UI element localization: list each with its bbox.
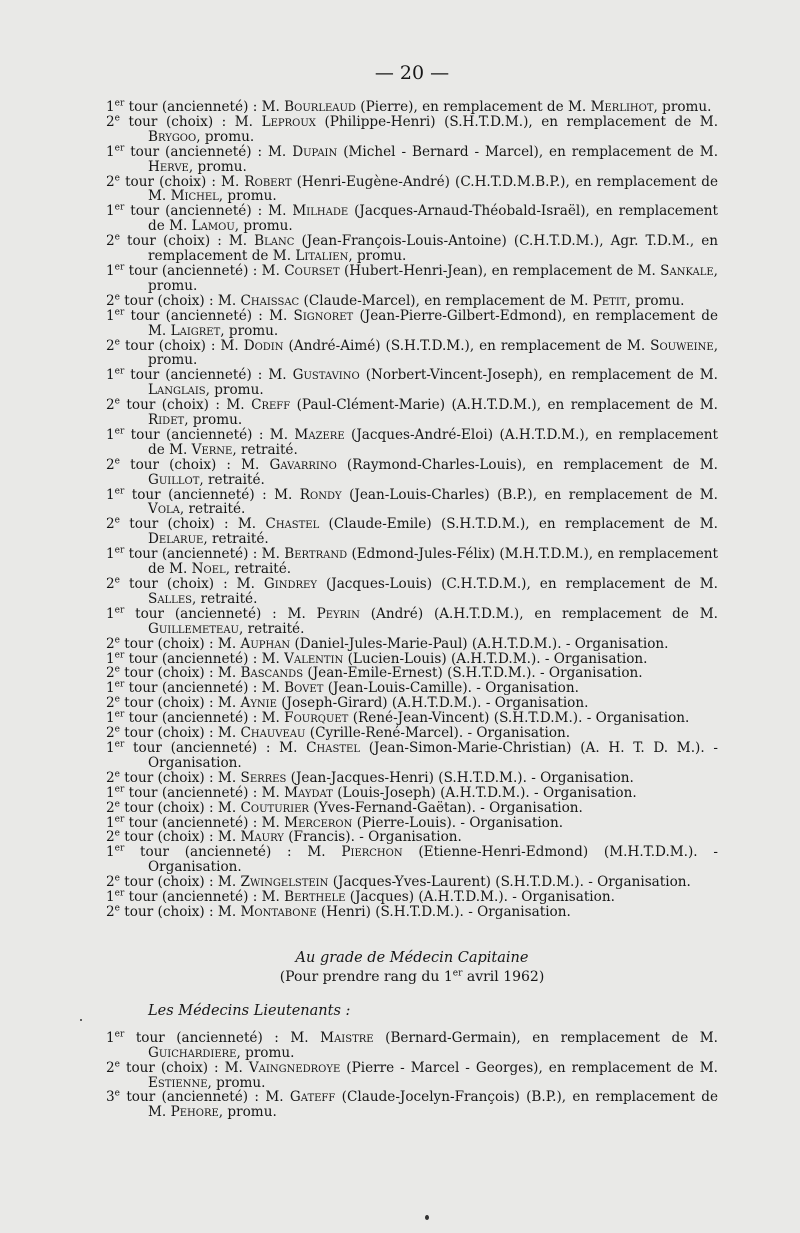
entry-status: , promu.	[205, 382, 264, 399]
entry-status: , promu.	[348, 248, 407, 265]
entry-name: Serres	[240, 769, 287, 786]
entry-tour: 1er tour (ancienneté) : M.	[106, 202, 287, 220]
list-item	[106, 577, 718, 607]
entry-tour: 1er tour (ancienneté) : M.	[106, 426, 289, 443]
entry-details: (Paul-Clément-Marie) (A.H.T.D.M.), en remplacement de M.	[296, 397, 718, 414]
list-item	[106, 294, 718, 309]
entry-name: Vaingnedroye	[248, 1059, 341, 1076]
entry-details: (Yves-Fernand-Gaëtan). - Organisation.	[313, 799, 583, 816]
entry-tour: 3e tour (ancienneté) : M.	[106, 1088, 284, 1106]
entry-name: Gindrey	[263, 576, 317, 592]
entry-status: , retraité.	[225, 561, 292, 578]
entry-replaced-name: Sankale	[660, 262, 714, 279]
list-item	[106, 681, 718, 696]
entry-tour: 1er tour (ancienneté) : M.	[106, 605, 306, 622]
entry-name: Bertrand	[284, 546, 348, 563]
list-item	[106, 786, 718, 801]
entry-details: (Claude-Marcel), en remplacement de M.	[303, 292, 589, 309]
list-item	[106, 801, 718, 816]
entry-details: (Etienne-Henri-Edmond) (M.H.T.D.M.). - Organisation.	[148, 844, 718, 876]
entry-replaced-name: Noel	[191, 561, 226, 578]
entry-details: (Jean-François-Louis-Antoine) (C.H.T.D.M.), Agr. T.D.M., en remplacement de M.	[148, 233, 719, 265]
entry-replaced-name: Vola	[148, 501, 180, 518]
entry-details: (Jacques-André-Eloi) (A.H.T.D.M.), en remplacement de M.	[148, 426, 718, 458]
entry-tour: 2e tour (choix) : M.	[106, 664, 237, 682]
section-subtitle: (Pour prendre rang du 1er avril 1962)	[279, 968, 545, 985]
list-item	[106, 845, 718, 875]
entry-replaced-name: Guillemeteau	[148, 620, 239, 637]
entry-details: (Pierre-Louis). - Organisation.	[356, 814, 564, 831]
entry-replaced-name: Merlihot	[590, 99, 654, 115]
entry-details: (Jean-Emile-Ernest) (S.H.T.D.M.). - Organisation.	[307, 665, 643, 682]
entry-details: (Claude-Emile) (S.H.T.D.M.), en remplacement de M.	[328, 516, 718, 533]
entry-name: Bourleaud	[284, 99, 356, 115]
entry-replaced-name: Delarue	[148, 531, 204, 548]
list-item	[106, 458, 718, 488]
entry-replaced-name: Salles	[148, 590, 192, 607]
entry-tour: 2e tour (choix) : M.	[106, 575, 255, 592]
entry-replaced-name: Souweine	[650, 337, 714, 354]
entry-tour: 1er tour (ancienneté) : M.	[106, 843, 326, 861]
entry-name: Chaissac	[240, 292, 300, 309]
list-item	[106, 309, 718, 339]
entry-status: , retraité.	[191, 590, 258, 607]
entry-tour: 2e tour (choix) : M.	[106, 336, 239, 354]
entry-details: (René-Jean-Vincent) (S.H.T.D.M.). - Organisation.	[352, 710, 690, 727]
entry-tour: 2e tour (choix) : M.	[106, 1059, 243, 1076]
entry-name: Berthele	[284, 889, 346, 906]
entry-tour: 1er tour (ancienneté) : M.	[106, 888, 280, 906]
entry-status: , retraité.	[232, 441, 298, 458]
entry-name: Peyrin	[316, 605, 360, 622]
list-item	[106, 204, 718, 234]
entry-replaced-name: Estienne	[148, 1074, 208, 1091]
entry-details: (Jean-Simon-Marie-Christian) (A. H. T. D. M.). - Organisation.	[148, 739, 718, 771]
entry-name: Signoret	[293, 307, 354, 324]
entry-replaced-name: Ridet	[148, 412, 185, 429]
entry-status: , retraité.	[238, 620, 305, 637]
list-item	[106, 145, 718, 175]
entry-name: Valentin	[284, 650, 344, 667]
entry-replaced-name: Brygoo	[148, 128, 197, 145]
list-item	[106, 696, 718, 711]
list-item	[106, 488, 718, 518]
entry-name: Chastel	[265, 516, 320, 533]
entry-replaced-name: Michel	[170, 188, 219, 205]
sub-heading: Les Médecins Lieutenants :	[148, 1002, 351, 1019]
entry-replaced-name: Guichardiere	[148, 1044, 237, 1061]
entry-tour: 2e tour (choix) : M.	[106, 396, 245, 414]
entry-tour: 2e tour (choix) : M.	[106, 232, 248, 250]
promotion-list-lieutenants	[106, 1031, 718, 1120]
entry-tour: 1er tour (ancienneté) : M.	[106, 143, 287, 160]
list-item	[106, 637, 718, 652]
list-item	[106, 890, 718, 905]
entry-tour: 2e tour (choix) : M.	[106, 694, 237, 712]
entry-name: Chauveau	[240, 725, 306, 742]
entry-name: Dodin	[243, 337, 284, 354]
entry-replaced-name: Verne	[191, 441, 233, 458]
entry-details: (Jacques-Arnaud-Théobald-Israël), en remplacement de M.	[148, 203, 718, 235]
entry-tour: 2e tour (choix) : M.	[106, 873, 237, 891]
entry-tour: 1er tour (ancienneté) : M.	[106, 1029, 309, 1046]
entry-details: (Joseph-Girard) (A.H.T.D.M.). - Organisation.	[281, 695, 589, 712]
print-speck	[80, 1019, 82, 1021]
entry-status: , promu.	[207, 1074, 266, 1091]
entry-details: (Jean-Louis-Charles) (B.P.), en remplacement de M.	[349, 486, 718, 503]
entry-status: , promu.	[220, 322, 279, 339]
list-item	[106, 398, 718, 428]
entry-status: , retraité.	[179, 501, 246, 518]
list-item	[106, 336, 719, 369]
entry-name: Pierchon	[341, 844, 403, 861]
entry-tour: 1er tour (ancienneté) : M.	[106, 709, 280, 727]
entry-details: (Jean-Louis-Camille). - Organisation.	[327, 680, 579, 697]
entry-details: (Hubert-Henri-Jean), en remplacement de M.	[343, 262, 656, 279]
entry-details: (André) (A.H.T.D.M.), en remplacement de M.	[370, 605, 718, 622]
entry-name: Gustavino	[292, 367, 360, 384]
entry-tour: 1er tour (ancienneté) : M.	[106, 98, 280, 115]
entry-name: Rondy	[299, 486, 342, 503]
entry-tour: 2e tour (choix) : M.	[106, 635, 237, 652]
page-number: — 20 —	[374, 62, 450, 84]
entry-tour: 1er tour (ancienneté) : M.	[106, 784, 280, 801]
list-item	[106, 517, 718, 547]
entry-details: (Edmond-Jules-Félix) (M.H.T.D.M.), en remplacement de M.	[148, 546, 718, 578]
entry-status: , retraité.	[203, 531, 269, 548]
entry-replaced-name: Laigret	[170, 322, 221, 339]
entry-status: , promu.	[218, 1104, 277, 1121]
entry-details: (Louis-Joseph) (A.H.T.D.M.). - Organisation.	[337, 784, 637, 801]
entry-name: Robert	[244, 173, 292, 190]
entry-details: (Henri-Eugène-André) (C.H.T.D.M.B.P.), en remplacement de M.	[148, 173, 719, 205]
entry-replaced-name: Guillot	[148, 471, 200, 488]
print-speck	[425, 1215, 429, 1220]
entry-tour: 2e tour (choix) : M.	[106, 113, 254, 130]
list-item	[106, 428, 718, 458]
entry-name: Blanc	[254, 233, 295, 250]
list-item	[106, 711, 718, 726]
entry-tour: 2e tour (choix) : M.	[106, 903, 237, 920]
entry-details: (Raymond-Charles-Louis), en remplacement de M.	[346, 456, 718, 473]
entry-details: (Jean-Jacques-Henri) (S.H.T.D.M.). - Organisation.	[290, 769, 634, 786]
promotion-list	[106, 100, 718, 920]
entry-details: (Lucien-Louis) (A.H.T.D.M.). - Organisation.	[347, 650, 648, 667]
entry-name: Bovet	[284, 680, 324, 697]
entry-name: Gavarrino	[269, 456, 337, 473]
entry-name: Gateff	[289, 1089, 336, 1106]
entry-replaced-name: Pehore	[170, 1104, 219, 1121]
entry-name: Montabone	[240, 903, 317, 920]
section-title: Au grade de Médecin Capitaine	[295, 949, 529, 966]
entry-name: Maydat	[284, 784, 333, 801]
list-item	[106, 905, 718, 920]
entry-status: , promu.	[236, 1044, 295, 1061]
entry-status: , promu.	[148, 262, 718, 294]
entry-replaced-name: Petit	[592, 292, 627, 309]
entry-tour: 1er tour (ancienneté) : M.	[106, 486, 293, 503]
entry-tour: 2e tour (choix) : M.	[106, 292, 237, 309]
list-item	[106, 115, 718, 145]
list-item	[106, 264, 718, 294]
entry-details: (Jacques) (A.H.T.D.M.). - Organisation.	[349, 889, 615, 906]
entry-details: (Bernard-Germain), en remplacement de M.	[385, 1029, 719, 1046]
entry-status: , promu.	[234, 218, 293, 235]
entry-details: (Norbert-Vincent-Joseph), en remplacement de M.	[365, 367, 719, 384]
entry-name: Mazere	[294, 426, 345, 443]
entry-name: Chastel	[306, 739, 360, 756]
list-item	[106, 175, 718, 205]
entry-tour: 2e tour (choix) : M.	[106, 724, 237, 742]
entry-status: , promu.	[653, 99, 712, 115]
entry-tour: 2e tour (choix) : M.	[106, 769, 237, 786]
entry-name: Courset	[284, 262, 340, 279]
entry-tour: 2e tour (choix) : M.	[106, 456, 260, 473]
entry-tour: 1er tour (ancienneté) : M.	[106, 813, 280, 831]
entry-status: , promu.	[188, 158, 247, 175]
entry-status: , promu.	[218, 188, 277, 205]
entry-tour: 2e tour (choix) : M.	[106, 799, 237, 816]
entry-name: Milhade	[292, 203, 349, 220]
list-item	[106, 1061, 718, 1091]
entry-details: (Pierre - Marcel - Georges), en remplacement de M.	[346, 1059, 718, 1076]
entry-details: (Francis). - Organisation.	[288, 829, 462, 846]
list-item	[106, 607, 718, 637]
entry-name: Maury	[240, 829, 284, 846]
list-item	[106, 100, 718, 115]
list-item	[106, 368, 718, 398]
entry-status: , promu.	[148, 337, 719, 369]
entry-status: , promu.	[626, 292, 685, 309]
entry-replaced-name: Litalien	[295, 248, 349, 265]
entry-tour: 2e tour (choix) : M.	[106, 515, 257, 533]
entry-tour: 1er tour (ancienneté) : M.	[106, 650, 280, 667]
entry-details: (Jean-Pierre-Gilbert-Edmond), en remplacement de M.	[148, 307, 719, 339]
entry-tour: 1er tour (ancienneté) : M.	[106, 545, 280, 563]
entry-details: (André-Aimé) (S.H.T.D.M.), en remplacement de M.	[288, 337, 646, 354]
entry-details: (Pierre), en remplacement de M.	[360, 99, 587, 115]
entry-name: Dupain	[292, 143, 338, 160]
list-item	[106, 726, 718, 741]
list-item	[106, 741, 718, 771]
list-item	[106, 1090, 718, 1120]
entry-tour: 2e tour (choix) : M.	[106, 173, 240, 190]
entry-replaced-name: Herve	[148, 158, 189, 175]
entry-name: Fourquet	[284, 710, 349, 727]
entry-name: Merceron	[284, 814, 353, 831]
entry-name: Creff	[251, 397, 291, 414]
entry-tour: 2e tour (choix) : M.	[106, 828, 237, 846]
list-item	[106, 547, 718, 577]
entry-name: Bascands	[240, 665, 304, 682]
entry-name: Maistre	[320, 1029, 374, 1046]
entry-details: (Jacques-Louis) (C.H.T.D.M.), en remplacement de M.	[325, 576, 718, 592]
entry-tour: 1er tour (ancienneté) : M.	[106, 262, 280, 279]
entry-details: (Henri) (S.H.T.D.M.). - Organisation.	[320, 903, 571, 920]
entry-details: (Daniel-Jules-Marie-Paul) (A.H.T.D.M.). - Organisation.	[294, 635, 669, 652]
list-item	[106, 234, 718, 264]
entry-name: Auphan	[240, 635, 291, 652]
entry-tour: 1er tour (ancienneté) : M.	[106, 679, 280, 697]
entry-name: Zwingelstein	[240, 874, 329, 891]
entry-replaced-name: Lamou	[191, 218, 235, 235]
entry-details: (Philippe-Henri) (S.H.T.D.M.), en remplacement de M.	[324, 113, 719, 130]
entry-replaced-name: Langlais	[148, 382, 206, 399]
entry-name: Aynie	[240, 695, 277, 712]
entry-status: , promu.	[184, 412, 243, 429]
list-item	[106, 1031, 718, 1061]
list-item	[106, 771, 718, 786]
entry-name: Couturier	[240, 799, 309, 816]
entry-details: (Michel - Bernard - Marcel), en remplacement de M.	[343, 143, 719, 160]
entry-details: (Jacques-Yves-Laurent) (S.H.T.D.M.). - Organisation.	[332, 874, 691, 891]
entry-details: (Claude-Jocelyn-François) (B.P.), en remplacement de M.	[148, 1089, 719, 1121]
entry-tour: 1er tour (ancienneté) : M.	[106, 307, 288, 324]
entry-tour: 1er tour (ancienneté) : M.	[106, 739, 298, 756]
list-item	[106, 875, 718, 890]
entry-status: , retraité.	[199, 471, 265, 488]
entry-details: (Cyrille-René-Marcel). - Organisation.	[309, 725, 571, 742]
entry-status: , promu.	[196, 128, 255, 145]
entry-tour: 1er tour (ancienneté) : M.	[106, 366, 287, 384]
entry-name: Leproux	[261, 113, 316, 130]
